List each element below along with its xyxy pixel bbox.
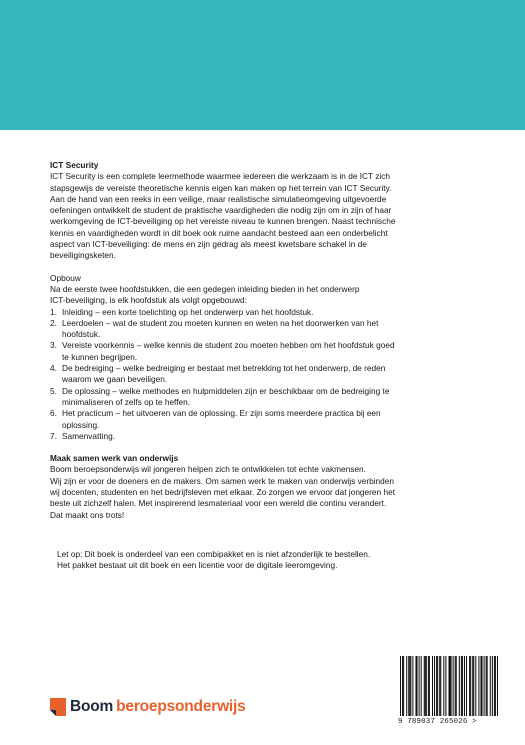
list-number: 1.: [50, 306, 57, 317]
list-item-line: Samenvatting.: [62, 430, 116, 441]
list-item: [50, 340, 470, 363]
barcode-bar: [450, 656, 451, 716]
barcode-bar: [475, 656, 476, 716]
barcode-bar: [412, 656, 413, 716]
barcode-bar: [469, 656, 470, 716]
barcode-bar: [470, 656, 471, 716]
barcode-bar: [448, 656, 449, 716]
barcode-bar: [445, 656, 446, 716]
list-number: 5.: [50, 385, 57, 396]
list-item: [50, 386, 470, 409]
barcode-bar: [440, 656, 441, 716]
publisher-title: Maak samen werk van onderwijs: [50, 453, 179, 464]
list-item-line: Vereiste voorkennis – welke kennis de student zou moeten hebben om het hoofdstuk goed: [62, 340, 395, 351]
barcode-bar: [415, 656, 416, 716]
barcode-bar: [466, 656, 467, 716]
publisher-line: beste uit zichzelf halen. Met inspirerend lesmateriaal voor een wereld die continu verandert.: [50, 498, 387, 509]
barcode-bar: [462, 656, 463, 716]
list-item: [50, 307, 470, 318]
barcode-bar: [484, 656, 485, 716]
barcode-bar: [428, 656, 429, 716]
barcode-bar: [464, 656, 465, 716]
barcode-bar: [425, 656, 426, 716]
barcode-bar: [424, 656, 425, 716]
barcode-bar: [459, 656, 460, 716]
list-number: 4.: [50, 363, 57, 374]
intro-line: kennis en vaardigheden wordt in dit boek ook ruime aandacht besteed aan een onderbelicht: [50, 227, 388, 238]
list-item-line: minimaliseren of zelfs op te heffen.: [62, 396, 191, 407]
barcode-bar: [432, 656, 433, 716]
barcode-bar: [400, 656, 401, 716]
barcode-bar: [434, 656, 435, 716]
list-number: 7.: [50, 430, 57, 441]
barcode-bar: [443, 656, 444, 716]
intro-line: Aan de hand van een reeks in een veilige, maar realistische simulatieomgeving uitgevoerde: [50, 193, 387, 204]
list-item-line: oplossing.: [62, 419, 100, 430]
list-item-line: Het practicum – het uitvoeren van de oplossing. Er zijn soms meerdere practica bij een: [62, 408, 381, 419]
list-number: 2.: [50, 317, 57, 328]
structure-title: Opbouw: [50, 272, 81, 283]
barcode-bar: [490, 656, 491, 716]
list-item-line: Inleiding – een korte toelichting op het onderwerp van het hoofdstuk.: [62, 306, 314, 317]
barcode-bar: [478, 656, 479, 716]
logo-word-beroepsonderwijs: beroepsonderwijs: [116, 698, 246, 715]
logo-word-boom: Boom: [70, 698, 114, 715]
barcode-bar: [495, 656, 496, 716]
barcode-bar: [487, 656, 488, 716]
publisher-line: wij docenten, studenten en het bedrijfsleven met elkaar. Zo zorgen we ervoor dat jongeren het: [50, 487, 395, 498]
intro-section: [50, 160, 470, 262]
intro-line: beveiligingsketen.: [50, 250, 116, 261]
cover-color-band: [0, 0, 525, 130]
barcode-bar: [480, 656, 481, 716]
list-item-line: De oplossing – welke methodes en hulpmiddelen zijn er beschikbaar om de bedreiging te: [62, 385, 390, 396]
combi-package-notice: [57, 549, 457, 572]
barcode-bar: [406, 656, 407, 716]
barcode-bar: [409, 656, 410, 716]
intro-line: oefeningen ontwikkelt de student de praktische vaardigheden die nodig zijn om in zijn of haar: [50, 205, 392, 216]
barcode-bar: [494, 656, 495, 716]
list-item: [50, 318, 470, 341]
notice-line: Het pakket bestaat uit dit boek en een licentie voor de digitale leeromgeving.: [57, 560, 338, 571]
barcode-bar: [437, 656, 438, 716]
barcode-bar: [481, 656, 482, 716]
barcode-bar: [456, 656, 457, 716]
publisher-logo: [50, 695, 246, 719]
intro-line: werkomgeving de ICT-beveiliging op het vereiste niveau te kunnen brengen. Naast technische: [50, 216, 396, 227]
structure-intro-line: Na de eerste twee hoofdstukken, die een gedegen inleiding bieden in het onderwerp: [50, 283, 360, 294]
barcode-bar: [402, 656, 403, 716]
barcode-bar: [419, 656, 420, 716]
barcode-bar: [492, 656, 493, 716]
intro-line: ICT Security is een complete leermethode waarmee iedereen die werkzaam is in de ICT zich: [50, 171, 391, 182]
publisher-line: Boom beroepsonderwijs wil jongeren helpen zich te ontwikkelen tot echte vakmensen.: [50, 464, 366, 475]
list-number: 6.: [50, 408, 57, 419]
list-item: [50, 431, 470, 442]
list-item-line: hoofdstuk.: [62, 329, 101, 340]
barcode-bar: [453, 656, 454, 716]
barcode-bar: [408, 656, 409, 716]
list-item-line: te kunnen begrijpen.: [62, 351, 138, 362]
list-item: [50, 408, 470, 431]
barcode-bar: [426, 656, 427, 716]
structure-intro-line: ICT-beveiliging, is elk hoofdstuk als volgt opgebouwd:: [50, 295, 247, 306]
barcode-bar: [417, 656, 418, 716]
list-item-line: De bedreiging – welke bedreiging er bestaat met betrekking tot het onderwerp, de reden: [62, 363, 386, 374]
isbn-number: 9 789037 265026 >: [398, 718, 477, 726]
barcode-bar: [410, 656, 411, 716]
barcode-bar: [421, 656, 422, 716]
notice-line: Let op: Dit boek is onderdeel van een combipakket en is niet afzonderlijk te bestellen.: [57, 549, 371, 559]
barcode-bar: [403, 656, 404, 716]
publisher-section: [50, 453, 470, 521]
barcode-bar: [473, 656, 474, 716]
list-item-line: waarom we gaan beveiligen.: [62, 374, 168, 385]
boom-logo-icon: [50, 698, 66, 716]
list-number: 3.: [50, 340, 57, 351]
barcode-bar: [436, 656, 437, 716]
barcode-bar: [497, 656, 498, 716]
barcode-bar: [461, 656, 462, 716]
structure-section: [50, 273, 470, 442]
chapter-structure-list: [50, 307, 470, 443]
intro-line: stapsgewijs de vereiste theoretische kennis eigen kan maken op het terrein van ICT Security.: [50, 182, 392, 193]
list-item-line: Leerdoelen – wat de student zou moeten kunnen en weten na het doorwerken van het: [62, 317, 379, 328]
back-cover-text: [50, 160, 470, 532]
barcode-bar: [455, 656, 456, 716]
intro-title: ICT Security: [50, 160, 99, 170]
barcode-bar: [429, 656, 430, 716]
publisher-line: Wij zijn er voor de doeners en de makers. Om samen werk te maken van onderwijs verbinden: [50, 475, 395, 486]
barcode-bar: [486, 656, 487, 716]
barcode-bar: [472, 656, 473, 716]
barcode-bar: [451, 656, 452, 716]
intro-line: aspect van ICT-beveiliging: de mens en zijn gedrag als meest kwetsbare schakel in de: [50, 239, 367, 250]
list-item: [50, 363, 470, 386]
publisher-line: Dat maakt ons trots!: [50, 509, 125, 520]
isbn-barcode: [400, 656, 498, 716]
barcode-bar: [439, 656, 440, 716]
